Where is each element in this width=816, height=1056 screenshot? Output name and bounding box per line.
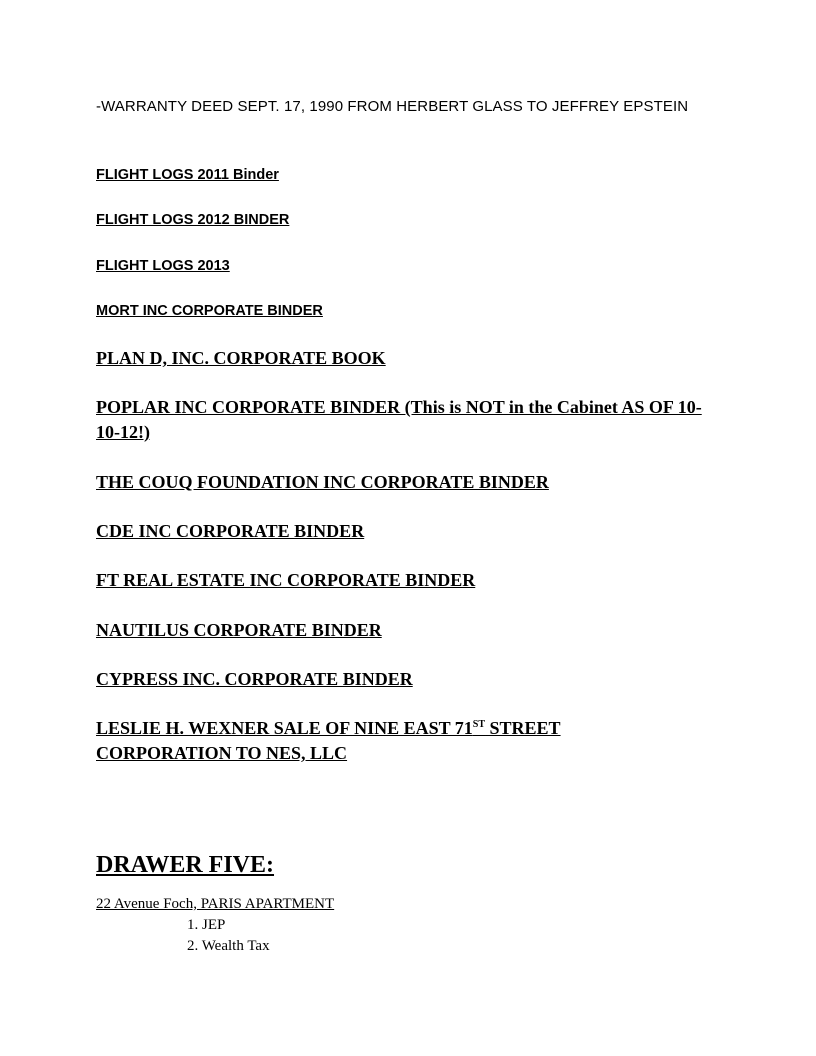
drawer-five-heading: DRAWER FIVE: [96, 852, 275, 878]
cypress-inc-binder: CYPRESS INC. CORPORATE BINDER [96, 669, 413, 689]
wexner-street-text: STREET [485, 718, 561, 738]
drawer-five-item-2: 2. Wealth Tax [187, 938, 270, 954]
wexner-sale-line-2: CORPORATION TO NES, LLC [96, 743, 348, 763]
flight-logs-2012: FLIGHT LOGS 2012 BINDER [96, 212, 290, 228]
cde-inc-binder: CDE INC CORPORATE BINDER [96, 521, 365, 541]
nautilus-binder: NAUTILUS CORPORATE BINDER [96, 620, 382, 640]
couq-foundation-binder: THE COUQ FOUNDATION INC CORPORATE BINDER [96, 472, 549, 492]
flight-logs-2013: FLIGHT LOGS 2013 [96, 258, 230, 274]
drawer-five-item-1: 1. JEP [187, 917, 226, 933]
wexner-superscript: ST [472, 719, 486, 730]
mort-inc-binder: MORT INC CORPORATE BINDER [96, 303, 323, 319]
plan-d-corporate-book: PLAN D, INC. CORPORATE BOOK [96, 348, 386, 368]
warranty-deed-line: -WARRANTY DEED SEPT. 17, 1990 FROM HERBERT GLASS TO JEFFREY EPSTEIN [96, 98, 689, 115]
wexner-sale-line-1 [96, 716, 561, 741]
poplar-inc-binder: POPLAR INC CORPORATE BINDER (This is NOT in the Cabinet AS OF 10-10-12!) [96, 397, 702, 442]
flight-logs-2011: FLIGHT LOGS 2011 Binder [96, 167, 279, 183]
wexner-sale-text: LESLIE H. WEXNER SALE OF NINE EAST 71 [96, 718, 473, 738]
ft-real-estate-binder: FT REAL ESTATE INC CORPORATE BINDER [96, 570, 476, 590]
paris-apartment-address: 22 Avenue Foch, PARIS APARTMENT [96, 896, 335, 912]
